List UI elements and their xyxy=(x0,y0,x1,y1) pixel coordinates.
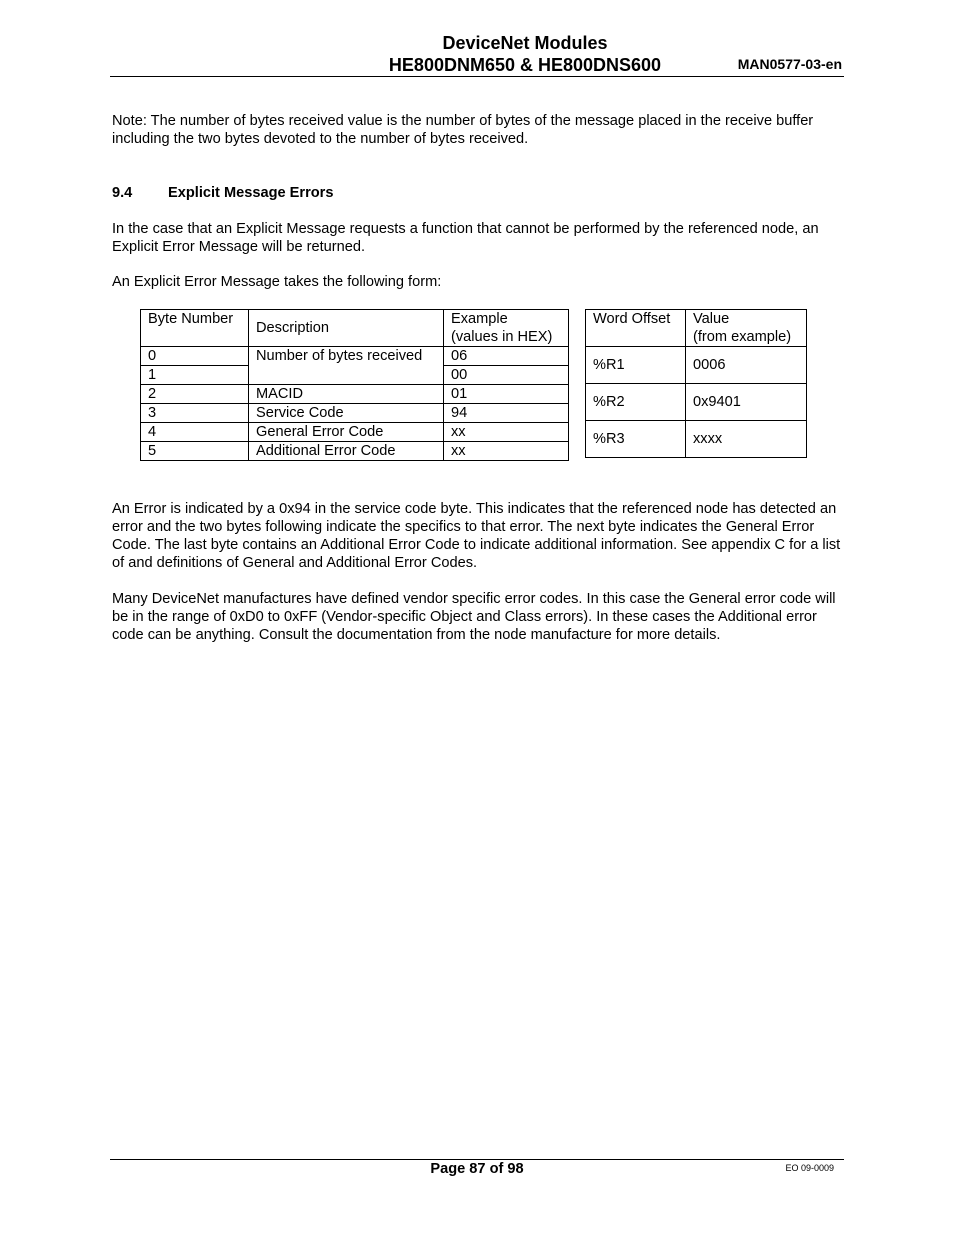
section-heading xyxy=(112,185,333,201)
example-cell: xx xyxy=(444,423,569,442)
byte-cell: 0 xyxy=(141,347,249,366)
table-row xyxy=(141,442,569,461)
description-cell: General Error Code xyxy=(249,423,444,442)
document-number: MAN0577-03-en xyxy=(737,56,842,72)
table-row xyxy=(586,347,807,384)
footer-code: EO 09-0009 xyxy=(785,1163,834,1173)
word-offset-header: Word Offset xyxy=(586,310,686,347)
section-title: Explicit Message Errors xyxy=(168,185,334,201)
offset-cell: %R2 xyxy=(586,384,686,421)
form-lead-paragraph: An Explicit Error Message takes the following form: xyxy=(112,274,442,290)
byte-cell: 1 xyxy=(141,366,249,385)
value-cell: 0x9401 xyxy=(686,384,807,421)
example-cell: 94 xyxy=(444,404,569,423)
description-cell: MACID xyxy=(249,385,444,404)
value-header-line1: Value xyxy=(693,311,730,327)
table-row xyxy=(586,421,807,458)
page-number: Page 87 of 98 xyxy=(430,1161,524,1177)
section-number: 9.4 xyxy=(112,185,133,201)
example-header-line1: Example xyxy=(451,311,508,327)
offset-cell: %R1 xyxy=(586,347,686,384)
error-paragraph: An Error is indicated by a 0x94 in the service code byte. This indicates that the referenced node has detected an error and the two bytes following indicate the specifics to that error. The next byte indicates the General Error Code. The last byte contains an Additional Error Code to indicate additional information. See appendix C for a list of and definitions of General and Additional Error Codes. xyxy=(112,501,841,571)
table-row xyxy=(586,384,807,421)
byte-cell: 4 xyxy=(141,423,249,442)
byte-cell: 3 xyxy=(141,404,249,423)
header-title-line2: HE800DNM650 & HE800DNS600 xyxy=(388,55,662,75)
table-row xyxy=(141,423,569,442)
value-cell: xxxx xyxy=(686,421,807,458)
description-cell: Service Code xyxy=(249,404,444,423)
word-table xyxy=(585,309,807,458)
footer-rule xyxy=(110,1159,844,1160)
byte-table-header-row xyxy=(141,310,569,347)
example-header xyxy=(444,310,569,347)
table-row xyxy=(141,404,569,423)
header-rule xyxy=(110,76,844,77)
description-cell: Additional Error Code xyxy=(249,442,444,461)
example-header-line2: (values in HEX) xyxy=(451,329,553,345)
value-cell: 0006 xyxy=(686,347,807,384)
byte-number-header: Byte Number xyxy=(141,310,249,347)
byte-cell: 5 xyxy=(141,442,249,461)
header-title-line1: DeviceNet Modules xyxy=(442,33,608,53)
note-paragraph: Note: The number of bytes received value is the number of bytes of the message placed in the receive buffer including the two bytes devoted to the number of bytes received. xyxy=(112,113,814,147)
description-header: Description xyxy=(249,310,444,347)
vendor-paragraph: Many DeviceNet manufactures have defined vendor specific error codes. In this case the General error code will be in the range of 0xD0 to 0xFF (Vendor-specific Object and Class errors). In these cases the Additional error code can be anything. Consult the documentation from the node manufacture for more details. xyxy=(112,591,836,643)
offset-cell: %R3 xyxy=(586,421,686,458)
example-cell: 01 xyxy=(444,385,569,404)
value-header-line2: (from example) xyxy=(693,329,792,345)
value-header xyxy=(686,310,807,347)
example-cell: 00 xyxy=(444,366,569,385)
example-cell: 06 xyxy=(444,347,569,366)
intro-paragraph: In the case that an Explicit Message requests a function that cannot be performed by the referenced node, an Explicit Error Message will be returned. xyxy=(112,221,819,255)
byte-table xyxy=(140,309,569,461)
description-cell: Number of bytes received xyxy=(249,347,444,385)
byte-cell: 2 xyxy=(141,385,249,404)
word-table-header-row xyxy=(586,310,807,347)
table-row xyxy=(141,347,569,366)
example-cell: xx xyxy=(444,442,569,461)
table-row xyxy=(141,385,569,404)
